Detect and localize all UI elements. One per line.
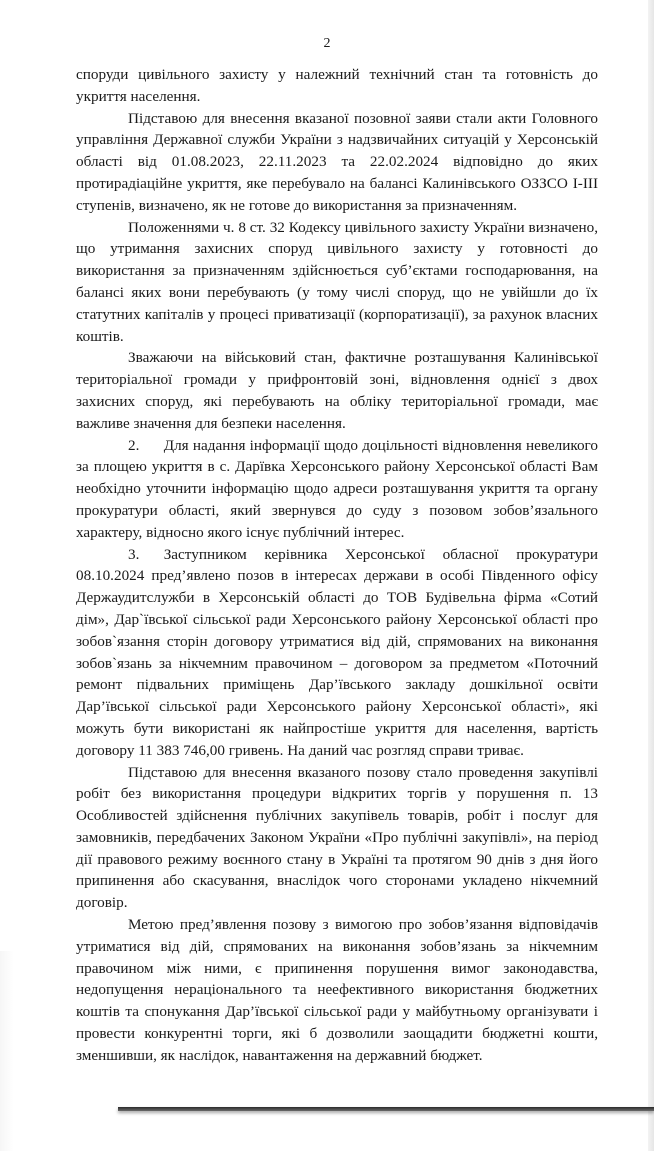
- page-number: 2: [323, 36, 331, 51]
- paragraph-7: [76, 762, 598, 915]
- scan-right-edge: [648, 0, 654, 1151]
- item-number: 3.: [128, 545, 140, 563]
- item-number: 2.: [128, 436, 140, 454]
- paragraph-text: Підставою для внесення вказаного позову стало проведення закупівлі робіт без використання процедури відкритих торгів у порушення п. 13 Особливостей здійснення публічних закупівель товарів, робіт і послуг для замовників, передбачених Законом України «Про публічні закупівлі», на період дії правового режиму воєнного стану в Україні та протягом 90 днів з дня його припинення або скасування, внаслідок чого сторонами укладено нікчемний договір.: [76, 763, 598, 912]
- paragraph-2: [76, 108, 598, 217]
- paragraph-1: [76, 64, 598, 108]
- paragraph-text: Заступником керівника Херсонської обласної прокуратури 08.10.2024 пред’явлено позов в інтересах держави в особі Південного офісу Держаудитслужби в Херсонській області до ТОВ Будівельна фірма «Сотий дім», Дар`ївської сільської ради Херсонського району Херсонської області про зобов`язання сторін договору утриматися від дій, спрямованих на виконання зобов`язань за нікчемним правочином – договором за предметом «Поточний ремонт підвальних приміщень Дар’ївського закладу дошкільної освіти Дар’ївської сільської ради Херсонського району Херсонської області», які можуть бути використані як найпростіше укриття для населення, вартість договору 11 383 746,00 гривень. На даний час розгляд справи триває.: [76, 545, 598, 759]
- paragraph-3: [76, 217, 598, 348]
- paragraph-4: [76, 347, 598, 434]
- paragraph-text: Підставою для внесення вказаної позовної заяви стали акти Головного управління Державної служби України з надзвичайних ситуацій у Херсонській області від 01.08.2023, 22.11.2023 та 22.02.2024 відповідно до яких протирадіаційне укриття, яке перебувало на балансі Калинівського ОЗЗСО І-ІІІ ступенів, визначено, як не готове до використання за призначенням.: [76, 109, 598, 214]
- paragraph-text: Метою пред’явлення позову з вимогою про зобов’язання відповідачів утриматися від дій, спрямованих на виконання зобов’язань за нікчемним правочином між ними, є припинення порушення вимог законодавства, недопущення нераціонального та неефективного використання бюджетних коштів та спонукання Дар’ївської сільської ради у майбутньому організувати і провести конкурентні торги, які б дозволили заощадити бюджетні кошти, зменшивши, як наслідок, навантаження на державний бюджет.: [76, 916, 598, 1064]
- paragraph-text: Для надання інформації щодо доцільності відновлення невеликого за площею укриття в с. Дарївка Херсонського району Херсонської області Вам необхідно уточнити інформацію щодо адреси розташування укриття та органу прокуратури області, який звернувся до суду з позовом зобов’язального характеру, відносно якого існує публічний інтерес.: [76, 436, 598, 541]
- paragraph-item-2: [76, 435, 598, 544]
- document-body: [76, 64, 598, 1067]
- paragraph-8: [76, 914, 598, 1067]
- paragraph-text: Зважаючи на військовий стан, фактичне розташування Калинівської територіальної громади у прифронтовій зоні, відновлення однієї з двох захисних споруд, які перебувають на обліку територіальної громади, має важливе значення для безпеки населення.: [76, 349, 598, 432]
- paragraph-text: споруди цивільного захисту у належний технічний стан та готовність до укриття населення.: [76, 66, 598, 105]
- paragraph-text: Положеннями ч. 8 ст. 32 Кодексу цивільного захисту України визначено, що утримання захисних споруд цивільного захисту у готовності до використання за призначенням здійснюється суб’єктами господарювання, на балансі яких вони перебувають (у тому числі споруд, що не увійшли до їх статутних капіталів у процесі приватизації (корпоратизації), за рахунок власних коштів.: [76, 218, 598, 345]
- paragraph-item-3: [76, 544, 598, 762]
- scan-bottom-edge: [118, 1107, 654, 1111]
- scan-left-edge: [0, 951, 14, 1151]
